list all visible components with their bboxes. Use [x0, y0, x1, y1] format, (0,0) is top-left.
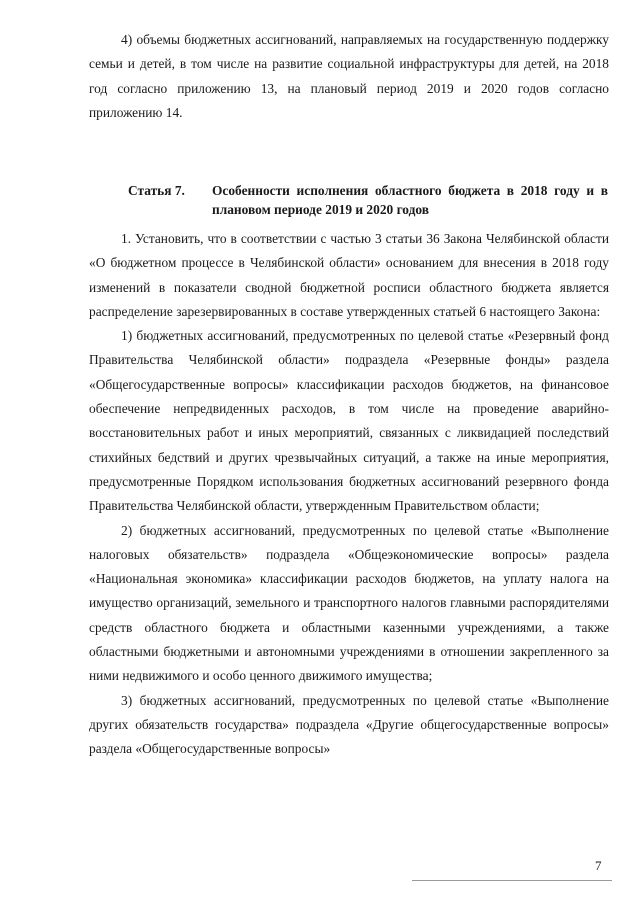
article-label: Статья 7. [128, 183, 185, 198]
item-4-block [89, 28, 609, 125]
article-title: Особенности исполнения областного бюджета в 2018 году и в плановом периоде 2019 и 2020 годов [212, 183, 608, 217]
article-body [89, 227, 609, 762]
footer-divider [412, 880, 612, 881]
article-heading [128, 181, 608, 219]
item-4-paragraph: 4) объемы бюджетных ассигнований, направляемых на государственную поддержку семьи и детей, в том числе на развитие социальной инфраструктуры для детей, на 2018 год согласно приложению 13, на плановый период 2019 и 2020 годов согласно приложению 14. [89, 32, 609, 120]
paragraph-1: 1. Установить, что в соответствии с частью 3 статьи 36 Закона Челябинской области «О бюджетном процессе в Челябинской области» основанием для внесения в 2018 году изменений в показатели сводной бюджетной росписи областного бюджета является распределение зарезервированных в составе утвержденных статьей 6 настоящего Закона: [89, 231, 609, 319]
paragraph-subitem-3: 3) бюджетных ассигнований, предусмотренных по целевой статье «Выполнение других обязательств государства» подраздела «Другие общегосударственные вопросы» раздела «Общегосударственные вопросы» [89, 692, 609, 757]
paragraph-subitem-2: 2) бюджетных ассигнований, предусмотренных по целевой статье «Выполнение налоговых обязательств» подраздела «Общеэкономические вопросы» раздела «Национальная экономика» классификации расходов бюджетов, на уплату налога на имущество организаций, земельного и транспортного налогов главными распорядителями средств областного бюджета и областными казенными учреждениями, а также областными бюджетными и автономными учреждениями в отношении закрепленного за ними недвижимого и особо ценного движимого имущества; [89, 522, 609, 684]
page-number: 7 [595, 858, 602, 873]
paragraph-subitem-1: 1) бюджетных ассигнований, предусмотренных по целевой статье «Резервный фонд Правительства Челябинской области» подраздела «Резервные фонды» раздела «Общегосударственные вопросы» классификации расходов бюджетов, на финансовое обеспечение непредвиденных расходов, в том числе на проведение аварийно-восстановительных работ и иных мероприятий, связанных с ликвидацией последствий стихийных бедствий и других чрезвычайных ситуаций, а также на иные мероприятия, предусмотренные Порядком использования бюджетных ассигнований резервного фонда Правительства Челябинской области, утвержденным Правительством области; [89, 328, 609, 514]
